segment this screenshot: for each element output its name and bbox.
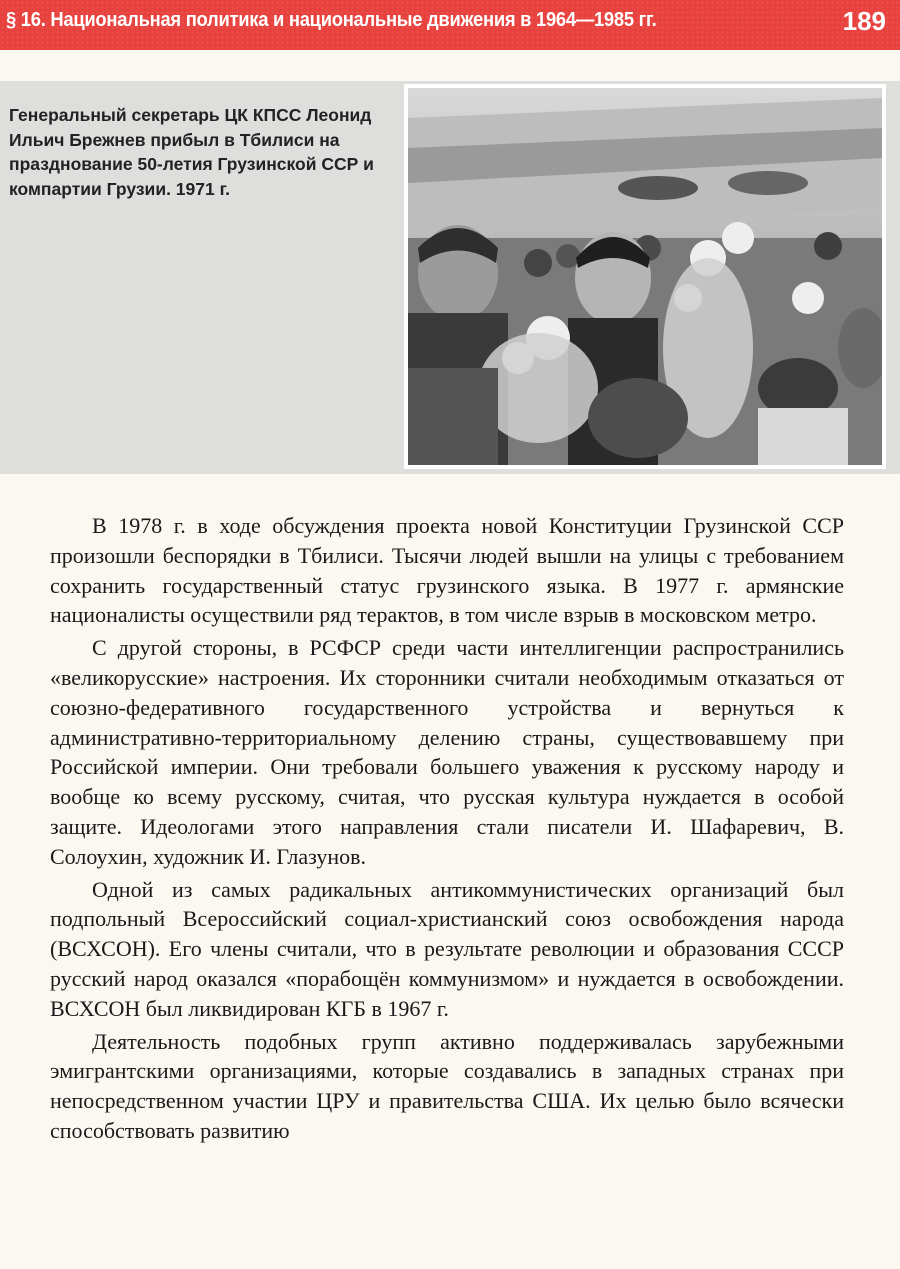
paragraph: Одной из самых радикальных антикоммунистических организаций был подпольный Всероссийский социал-христианский союз освобождения народа (ВСХСОН). Его члены считали, что в результате революции и образования СССР русский народ оказался «порабощён коммунизмом» и нуждается в освобождении. ВСХСОН был ликвидирован КГБ в 1967 г. [50,876,844,1021]
paragraph: В 1978 г. в ходе обсуждения проекта новой Конституции Грузинской ССР произошли беспорядки в Тбилиси. Тысячи людей вышли на улицы с требованием сохранить государственный статус грузинского языка. В 1977 г. армянские националисты осуществили ряд терактов, в том числе взрыв в московском метро. [50,513,844,628]
main-text [50,511,844,1146]
photo-caption: Генеральный секретарь ЦК КПСС Леонид Ильич Брежнев прибыл в Тбилиси на празднование 50-летия Грузинской ССР и компартии Грузии. 1971 г. [9,105,374,199]
section-title: § 16. Национальная политика и национальные движения в 1964—1985 гг. [6,9,657,31]
historical-photo [408,88,882,465]
page-header [0,0,900,50]
photo-illustration [408,88,882,465]
page-number: 189 [842,6,886,36]
paragraph: С другой стороны, в РСФСР среди части интеллигенции распространились «великорусские» настроения. Их сторонники считали необходимым отказаться от союзно-федеративного государственного устройства и вернуться к административно-территориальному делению страны, существовавшему при Российской империи. Они требовали большего уважения к русскому народу и вообще ко всему русскому, считая, что русская культура нуждается в особой защите. Идеологами этого направления стали писатели И. Шафаревич, В. Солоухин, художник И. Глазунов. [50,635,844,869]
paragraph: Деятельность подобных групп активно поддерживалась зарубежными эмигрантскими организациями, которые создавались в западных странах при непосредственном участии ЦРУ и правительства США. Их целью было всячески способствовать развитию [50,1028,844,1143]
